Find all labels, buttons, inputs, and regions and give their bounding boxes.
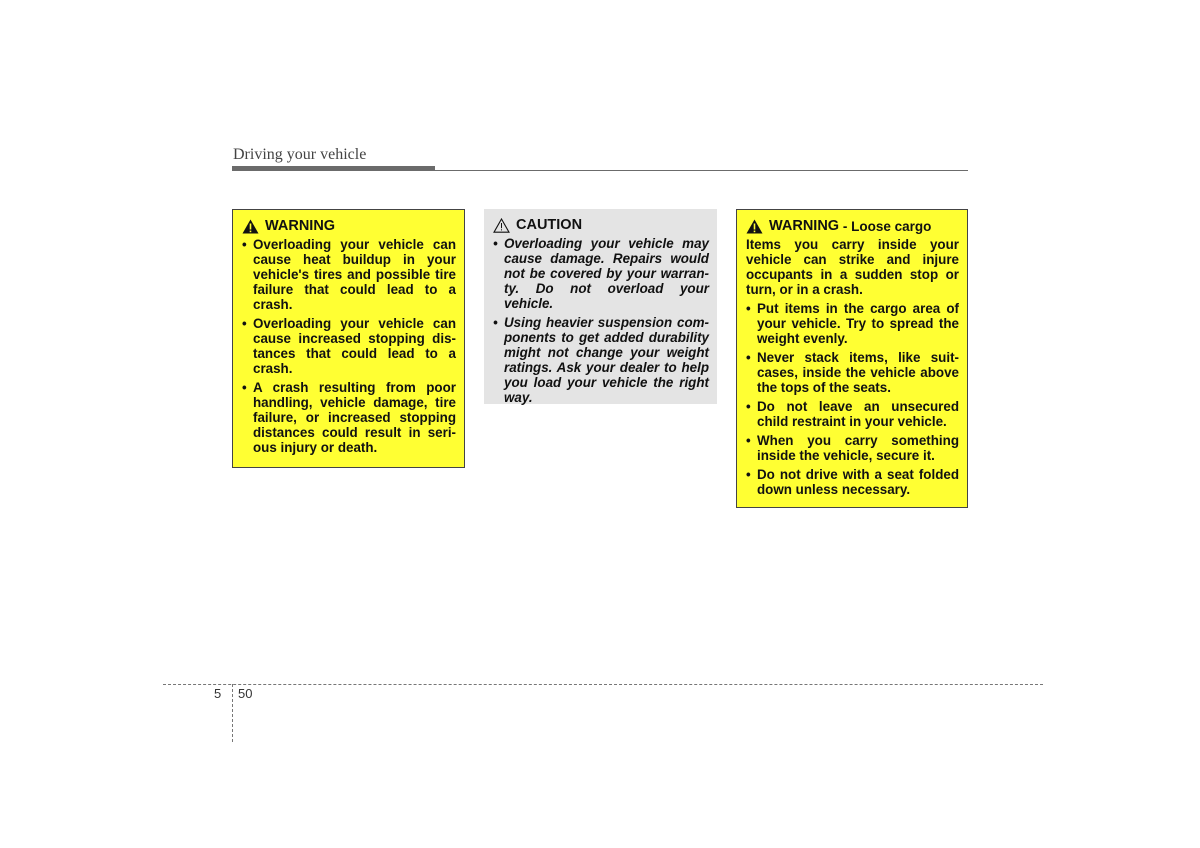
warning-title-text: WARNING bbox=[769, 218, 840, 234]
warning-box-loose-cargo bbox=[736, 209, 968, 508]
caution-triangle-icon bbox=[493, 218, 510, 233]
list-item: • A crash resulting from poor handling, vehicle damage, tire failure, or increased stopping distances could result in seri-ous injury or death. bbox=[242, 380, 456, 455]
warning-triangle-icon bbox=[242, 219, 259, 234]
warning-list bbox=[746, 301, 959, 497]
page-number: 50 bbox=[238, 686, 253, 701]
warning-title bbox=[242, 219, 456, 234]
list-item: • Never stack items, like suit-cases, inside the vehicle above the tops of the seats. bbox=[746, 350, 959, 395]
footer-dashed-divider bbox=[232, 684, 233, 742]
warning-title-suffix: - Loose cargo bbox=[839, 219, 932, 234]
chapter-number: 5 bbox=[214, 686, 222, 701]
caution-box-overloading bbox=[484, 209, 717, 404]
warning-triangle-icon bbox=[746, 219, 763, 234]
list-item: • Overloading your vehicle may cause damage. Repairs would not be covered by your warran-ty. Do not overload your vehicle. bbox=[493, 236, 709, 311]
warning-title-text: WARNING bbox=[265, 218, 336, 234]
list-item: • Put items in the cargo area of your vehicle. Try to spread the weight evenly. bbox=[746, 301, 959, 346]
list-item: • Do not leave an unsecured child restraint in your vehicle. bbox=[746, 399, 959, 429]
list-item: • When you carry something inside the vehicle, secure it. bbox=[746, 433, 959, 463]
warning-box-overloading bbox=[232, 209, 465, 468]
list-item: • Do not drive with a seat folded down unless necessary. bbox=[746, 467, 959, 497]
caution-title-text: CAUTION bbox=[516, 217, 583, 233]
section-title: Driving your vehicle bbox=[233, 146, 367, 163]
header-rule-thin bbox=[232, 170, 968, 171]
list-item: • Overloading your vehicle can cause heat buildup in your vehicle's tires and possible tire failure that could lead to a crash. bbox=[242, 237, 456, 312]
caution-title bbox=[493, 218, 709, 233]
warning-list bbox=[242, 237, 456, 455]
footer-dashed-rule bbox=[163, 684, 1043, 685]
warning-title bbox=[746, 219, 959, 234]
caution-list bbox=[493, 236, 709, 405]
warning-intro: Items you carry inside your vehicle can strike and injure occupants in a sudden stop or turn, or in a crash. bbox=[746, 237, 959, 297]
list-item: • Using heavier suspension com-ponents to get added durability might not change your weight ratings. Ask your dealer to help you load your vehicle the right way. bbox=[493, 315, 709, 405]
list-item: • Overloading your vehicle can cause increased stopping dis-tances that could lead to a crash. bbox=[242, 316, 456, 376]
